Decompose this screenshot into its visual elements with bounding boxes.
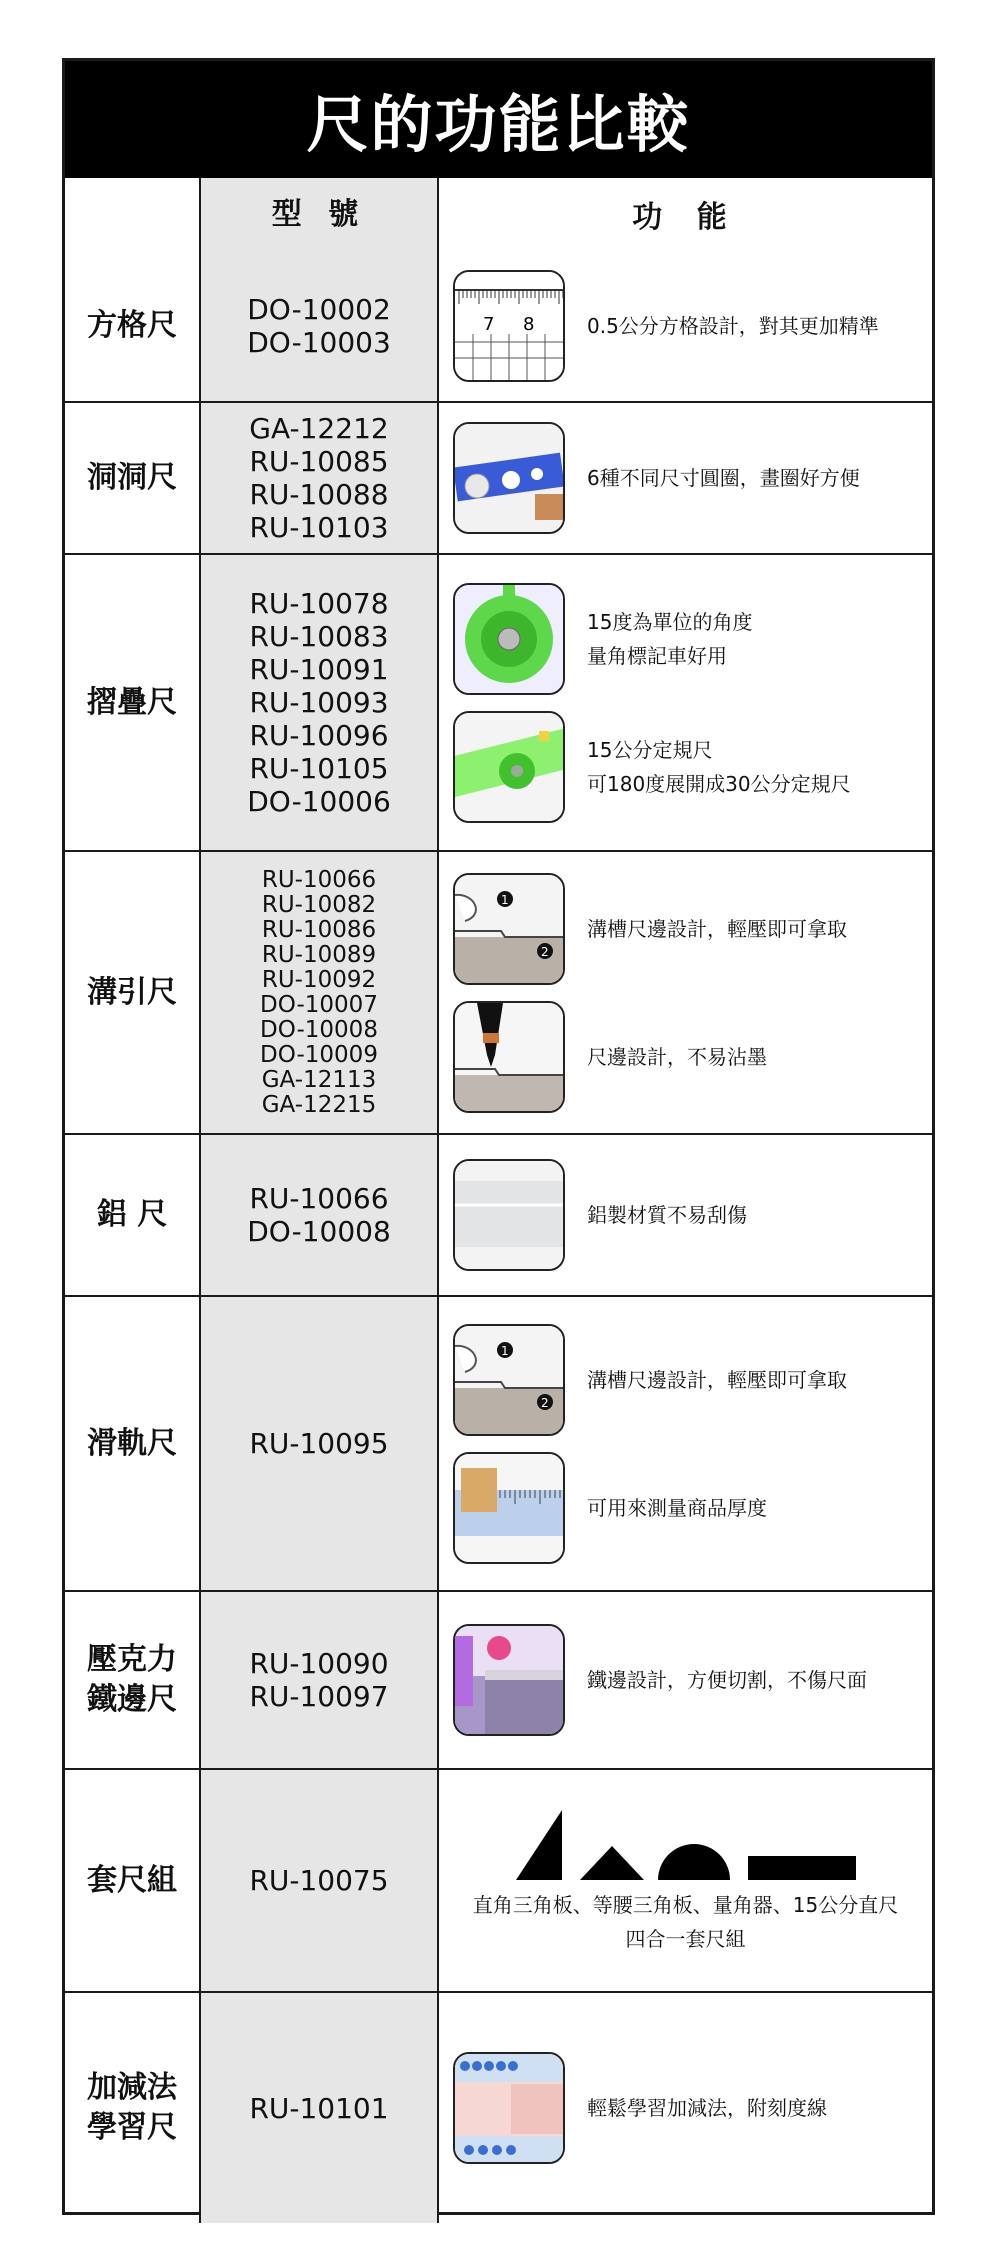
table-row (65, 402, 932, 554)
feature-item (439, 262, 932, 390)
model-numbers: RU-10101 (200, 1992, 438, 2223)
feature-text: 鋁製材質不易刮傷 (587, 1203, 747, 1227)
table-row (65, 851, 932, 1134)
ruler-name: 溝引尺 (65, 851, 200, 1134)
feature-item (439, 1316, 932, 1444)
function-cell (438, 1591, 932, 1769)
model-numbers: RU-10095 (200, 1296, 438, 1591)
feature-text: 溝槽尺邊設計，輕壓即可拿取 (587, 1367, 847, 1392)
header-model: 型 號 (200, 178, 438, 250)
ruler-name: 壓克力 鐵邊尺 (65, 1591, 200, 1769)
feature-item (439, 865, 932, 993)
ruler-name: 洞洞尺 (65, 402, 200, 554)
feature-text: 溝槽尺邊設計，輕壓即可拿取 (587, 916, 847, 941)
feature-text: 15公分定規尺 可180度展開成30公分定規尺 (587, 737, 851, 796)
ruler-name: 方格尺 (65, 250, 200, 402)
page-title: 尺的功能比較 (65, 61, 932, 178)
model-numbers: RU-10090 RU-10097 (200, 1591, 438, 1769)
table-row (65, 1769, 932, 1992)
folding-ruler-icon (453, 711, 565, 823)
model-numbers: RU-10075 (200, 1769, 438, 1992)
feature-text: 0.5公分方格設計，對其更加精準 (587, 313, 879, 338)
pen-edge-icon (453, 1001, 565, 1113)
feature-text: 6種不同尺寸圓圈，畫圈好方便 (587, 466, 860, 490)
protractor-dial-icon (453, 583, 565, 695)
svg-text:1: 1 (501, 1343, 509, 1358)
svg-text:2: 2 (541, 944, 549, 959)
comparison-table (65, 178, 932, 2223)
feature-item (439, 1444, 932, 1572)
table-row (65, 1296, 932, 1591)
aluminum-ruler-icon (453, 1159, 565, 1271)
table-row (65, 1591, 932, 1769)
feature-item (439, 414, 932, 542)
slide-caliper-icon (453, 1452, 565, 1564)
feature-item (439, 1616, 932, 1744)
svg-text:2: 2 (541, 1395, 549, 1410)
feature-text: 輕鬆學習加減法，附刻度線 (587, 2096, 827, 2120)
svg-text:8: 8 (523, 313, 535, 335)
table-row (65, 1992, 932, 2223)
model-numbers: RU-10066 DO-10008 (200, 1134, 438, 1296)
ruler-set-text: 直角三角板、等腰三角板、量角器、15公分直尺 四合一套尺組 (472, 1892, 899, 1951)
svg-text:1: 1 (501, 892, 509, 907)
model-numbers: GA-12212 RU-10085 RU-10088 RU-10103 (200, 402, 438, 554)
function-cell (438, 554, 932, 851)
header-name-cell (65, 178, 200, 250)
feature-text: 15度為單位的角度 量角標記車好用 (587, 609, 753, 668)
table-row (65, 250, 932, 402)
function-cell (438, 851, 932, 1134)
ruler-name: 摺疊尺 (65, 554, 200, 851)
grid-ruler-icon (453, 270, 565, 382)
ruler-name: 滑軌尺 (65, 1296, 200, 1591)
table-row (65, 1134, 932, 1296)
svg-text:7: 7 (483, 313, 495, 335)
feature-item (439, 993, 932, 1121)
hole-ruler-icon (453, 422, 565, 534)
feature-text: 可用來測量商品厚度 (587, 1495, 767, 1520)
function-cell (438, 1769, 932, 1992)
function-cell (438, 1134, 932, 1296)
ruler-name: 鋁 尺 (65, 1134, 200, 1296)
feature-text: 鐵邊設計，方便切割，不傷尺面 (587, 1668, 867, 1692)
ruler-set-shapes-icon (439, 1792, 932, 1880)
model-numbers: DO-10002 DO-10003 (200, 250, 438, 402)
groove-edge-icon (453, 873, 565, 985)
model-numbers: RU-10078 RU-10083 RU-10091 RU-10093 RU-10096 RU-10105 DO-10006 (200, 554, 438, 851)
comparison-table-frame (62, 58, 935, 2215)
header-function: 功 能 (438, 178, 932, 250)
function-cell (438, 250, 932, 402)
math-ruler-icon (453, 2052, 565, 2164)
function-cell (438, 402, 932, 554)
function-cell (438, 1992, 932, 2223)
groove-edge-icon (453, 1324, 565, 1436)
steel-edge-ruler-icon (453, 1624, 565, 1736)
feature-item (439, 1151, 932, 1279)
ruler-name: 套尺組 (65, 1769, 200, 1992)
feature-item (439, 703, 932, 831)
feature-item (439, 575, 932, 703)
feature-item (439, 2044, 932, 2172)
function-cell (438, 1296, 932, 1591)
model-numbers: RU-10066 RU-10082 RU-10086 RU-10089 RU-10092 DO-10007 DO-10008 DO-10009 GA-12113 GA-12215 (200, 851, 438, 1134)
header-row (65, 178, 932, 250)
ruler-name: 加減法 學習尺 (65, 1992, 200, 2223)
table-row (65, 554, 932, 851)
feature-text: 尺邊設計，不易沾墨 (587, 1044, 767, 1069)
